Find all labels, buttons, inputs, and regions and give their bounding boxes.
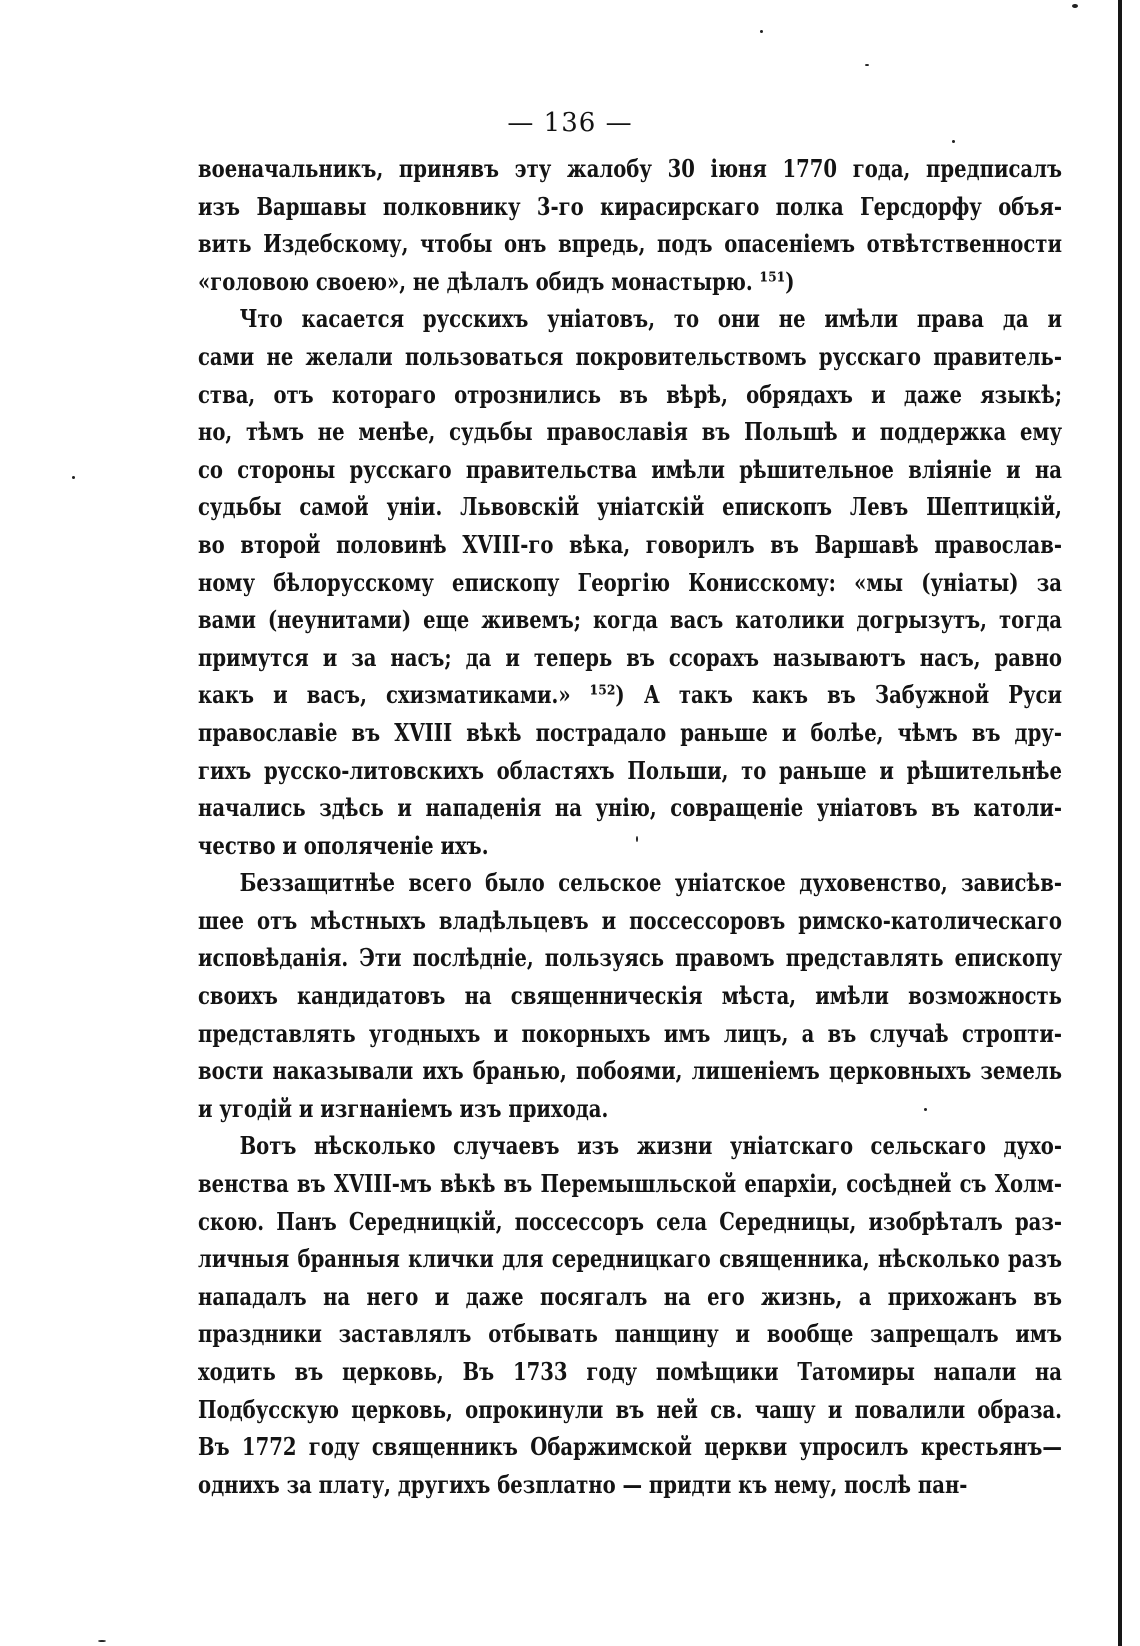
text-line: вами (неунитами) еще живемъ; когда васъ католики догрызутъ, тогда bbox=[198, 605, 1062, 635]
text-line: военачальникъ, принявъ эту жалобу 30 іюня 1770 года, предписалъ bbox=[198, 154, 1062, 183]
text-line: примутся и за насъ; да и теперь въ ссорахъ называютъ насъ, равно bbox=[198, 642, 1062, 672]
text-line: начались здѣсь и нападенія на унію, совращеніе уніатовъ въ католи- bbox=[198, 793, 1062, 823]
text-line: сами не желали пользоваться покровительствомъ русскаго правитель- bbox=[198, 341, 1062, 371]
text-line: исповѣданія. Эти послѣдніе, пользуясь правомъ представлять епископу bbox=[198, 943, 1062, 973]
text-line: шее отъ мѣстныхъ владѣльцевъ и поссессоровъ римско-католическаго bbox=[198, 905, 1062, 935]
text-line: нападалъ на него и даже посягалъ на его жизнь, а прихожанъ въ bbox=[198, 1281, 1062, 1311]
text-line: гихъ русско-литовскихъ областяхъ Польши, то раньше и рѣшительнѣе bbox=[198, 755, 1062, 785]
text-line: чество и ополяченіе ихъ. bbox=[198, 830, 489, 860]
text-line: со стороны русскаго правительства имѣли рѣшительное вліяніе и на bbox=[198, 454, 1062, 484]
text-line: какъ и васъ, схизматиками.» ¹⁵²) А такъ какъ въ Забужной Руси bbox=[198, 680, 1062, 710]
text-line: вить Издебскому, чтобы онъ впредь, подъ опасеніемъ отвѣтственности bbox=[198, 229, 1062, 259]
paragraph bbox=[198, 864, 1062, 1127]
text-line: во второй половинѣ XVIII-го вѣка, говорилъ въ Варшавѣ православ- bbox=[198, 529, 1062, 559]
page-edge-shadow bbox=[1118, 0, 1122, 1646]
text-line: ходить въ церковь, Въ 1733 году помѣщики Татомиры напали на bbox=[198, 1357, 1062, 1386]
scan-speck bbox=[760, 30, 763, 33]
scan-speck bbox=[865, 64, 869, 66]
scan-speck bbox=[1072, 4, 1078, 8]
text-line: Беззащитнѣе всего было сельское уніатское духовенство, зависѣв- bbox=[239, 868, 1063, 898]
page-number: — 136 — bbox=[507, 108, 633, 138]
text-line: праздники заставлялъ отбывать панщину и вообще запрещалъ имъ bbox=[198, 1319, 1062, 1349]
text-line: ства, отъ котораго отрознились въ вѣрѣ, обрядахъ и даже языкѣ; bbox=[198, 379, 1062, 409]
scan-speck bbox=[952, 140, 955, 143]
text-line: судьбы самой уніи. Львовскій уніатскій епископъ Левъ Шептицкій, bbox=[198, 492, 1062, 522]
scan-speck bbox=[72, 476, 75, 479]
text-line: ному бѣлорусскому епископу Георгію Конисскому: «мы (уніаты) за bbox=[198, 567, 1062, 597]
body-text bbox=[198, 150, 1062, 1503]
paragraph bbox=[198, 150, 1062, 300]
text-line: но, тѣмъ не менѣе, судьбы православія въ Польшѣ и поддержка ему bbox=[198, 417, 1062, 447]
text-line: Что касается русскихъ уніатовъ, то они не имѣли права да и bbox=[239, 304, 1063, 334]
paragraph bbox=[198, 1127, 1062, 1503]
text-line: «головою своею», не дѣлалъ обидъ монастырю. ¹⁵¹) bbox=[198, 266, 795, 296]
text-line: личныя бранныя клички для середницкаго священника, нѣсколько разъ bbox=[198, 1244, 1062, 1274]
text-line: скою. Панъ Середницкій, поссессоръ села Середницы, изобрѣталъ раз- bbox=[198, 1206, 1062, 1236]
text-line: вости наказывали ихъ бранью, побоями, лишеніемъ церковныхъ земель bbox=[198, 1056, 1062, 1086]
text-line: представлять угодныхъ и покорныхъ имъ лицъ, а въ случаѣ стропти- bbox=[198, 1018, 1062, 1048]
text-line: Въ 1772 году священникъ Обаржимской церкви упросилъ крестьянъ— bbox=[198, 1432, 1062, 1462]
text-line: Подбусскую церковь, опрокинули въ ней св. чашу и повалили образа. bbox=[198, 1394, 1062, 1424]
text-line: однихъ за плату, другихъ безплатно — придти къ нему, послѣ пан- bbox=[198, 1469, 968, 1499]
paragraph bbox=[198, 300, 1062, 864]
text-line: и угодій и изгнаніемъ изъ прихода. bbox=[198, 1093, 609, 1123]
text-line: венства въ XVIII-мъ вѣкѣ въ Перемышльской епархіи, сосѣдней съ Холм- bbox=[198, 1169, 1062, 1199]
text-line: своихъ кандидатовъ на священническія мѣста, имѣли возможность bbox=[198, 981, 1062, 1011]
scan-speck bbox=[98, 1640, 106, 1642]
text-line: изъ Варшавы полковнику 3-го кирасирскаго полка Герсдорфу объя- bbox=[198, 191, 1062, 221]
text-line: Вотъ нѣсколько случаевъ изъ жизни уніатскаго сельскаго духо- bbox=[239, 1131, 1063, 1161]
text-line: православіе въ XVIII вѣкѣ пострадало раньше и болѣе, чѣмъ въ дру- bbox=[198, 717, 1062, 747]
